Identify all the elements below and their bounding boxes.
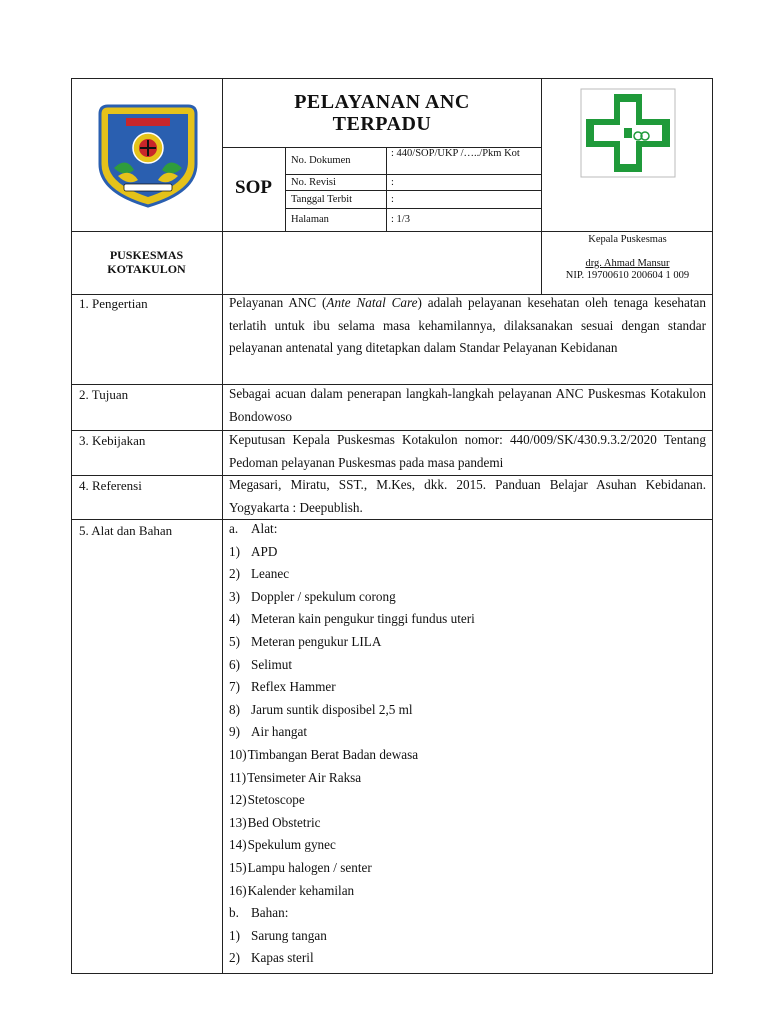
list-item: 2) Kapas steril — [229, 950, 314, 966]
list-item: 10)Timbangan Berat Badan dewasa — [229, 746, 419, 762]
meta-value-page: : 1/3 — [391, 214, 410, 225]
section-text-tujuan: Sebagai acuan dalam penerapan langkah-langkah pelayanan ANC Puskesmas Kotakulon Bondowoso — [229, 386, 706, 424]
list-item: 6) Selimut — [229, 656, 293, 672]
list-item: 8) Jarum suntik disposibel 2,5 ml — [229, 701, 413, 717]
list-item: 3) Doppler / spekulum corong — [229, 588, 396, 604]
list-item: 7) Reflex Hammer — [229, 679, 336, 695]
meta-key-document-number: No. Dokumen — [291, 155, 351, 166]
puskesmas-cross-logo — [580, 88, 676, 178]
signatory-title: Kepala Puskesmas — [588, 234, 667, 245]
section-label-tujuan: 2. Tujuan — [79, 387, 129, 402]
meta-key-issue-date: Tanggal Terbit — [291, 194, 353, 205]
meta-value-issue-date: : — [391, 194, 394, 205]
signatory-nip: NIP. 19700610 200604 1 009 — [565, 270, 690, 281]
list-heading-bahan: b. Bahan: — [229, 905, 289, 921]
equipment-list — [229, 518, 706, 970]
meta-value-revision: : — [391, 177, 394, 188]
section-label-referensi: 4. Referensi — [79, 478, 142, 493]
list-item: 15)Lampu halogen / senter — [229, 859, 372, 875]
organization-line2: KOTAKULON — [107, 262, 186, 276]
list-item: 5) Meteran pengukur LILA — [229, 633, 382, 649]
list-item: 1) APD — [229, 543, 278, 559]
meta-value-document-number: : 440/SOP/UKP /…../Pkm Kot — [391, 148, 520, 159]
section-text-kebijakan: Keputusan Kepala Puskesmas Kotakulon nomor: 440/009/SK/430.9.3.2/2020 Tentang Pedoman pelayanan Puskesmas pada masa pandemi — [229, 432, 706, 470]
document-title-line1: PELAYANAN ANC — [294, 91, 470, 113]
list-item: 12)Stetoscope — [229, 792, 305, 808]
signatory-name: drg. Ahmad Mansur — [585, 258, 670, 269]
regency-crest-logo — [94, 104, 202, 208]
organization-name — [71, 248, 222, 276]
signatory-block — [543, 234, 712, 282]
section-text-referensi: Megasari, Miratu, SST., M.Kes, dkk. 2015. Panduan Belajar Asuhan Kebidanan. Yogyakarta : Deepublish. — [229, 477, 706, 515]
organization-line1: PUSKESMAS — [109, 248, 184, 262]
list-item: 2) Leanec — [229, 566, 290, 582]
meta-key-page: Halaman — [291, 214, 329, 225]
list-item: 11)Tensimeter Air Raksa — [229, 769, 362, 785]
list-heading-alat: a. Alat: — [229, 521, 278, 536]
list-item: 4) Meteran kain pengukur tinggi fundus uteri — [229, 611, 475, 627]
list-item: 13)Bed Obstetric — [229, 814, 321, 830]
section-text-pengertian: Pelayanan ANC (Ante Natal Care) adalah pelayanan kesehatan oleh tenaga kesehatan terlatih untuk ibu selama masa kehamilannya, dilaksanakan sesuai dengan standar pelayanan antenatal yang ditetapkan dalam Standar Pelayanan Kebidanan — [229, 295, 706, 355]
sop-label: SOP — [235, 177, 272, 198]
list-item: 16)Kalender kehamilan — [229, 882, 355, 898]
section-label-pengertian: 1. Pengertian — [79, 296, 148, 311]
list-item: 1) Sarung tangan — [229, 927, 327, 943]
section-label-kebijakan: 3. Kebijakan — [79, 433, 146, 448]
section-label-alat-bahan: 5. Alat dan Bahan — [79, 523, 173, 538]
list-item: 14)Spekulum gynec — [229, 837, 336, 853]
meta-key-revision: No. Revisi — [291, 177, 336, 188]
list-item: 9) Air hangat — [229, 724, 308, 740]
document-title-line2: TERPADU — [332, 113, 432, 135]
